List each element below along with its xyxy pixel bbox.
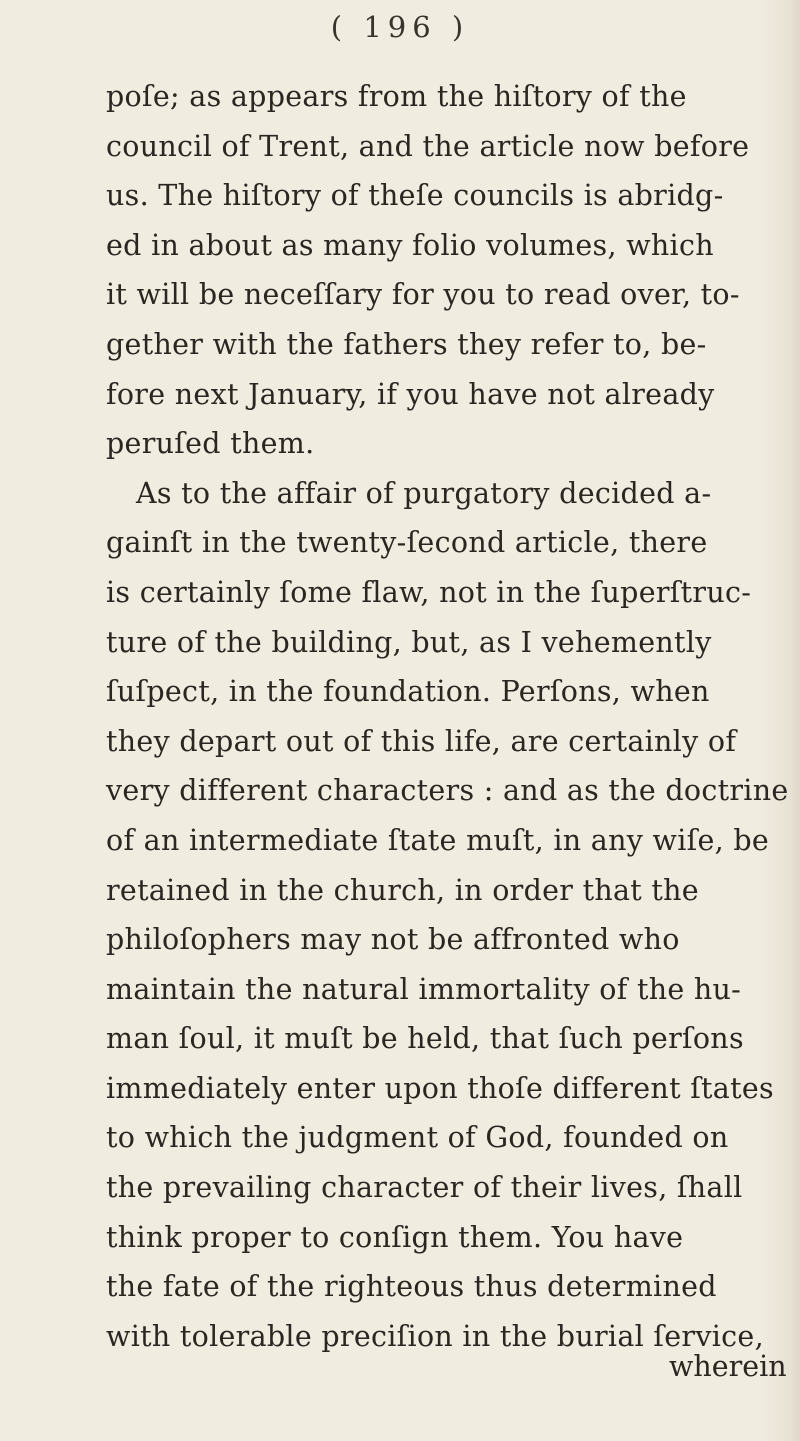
text-line: man ſoul, it muſt be held, that ſuch perſons	[106, 1022, 744, 1056]
text-line: ed in about as many folio volumes, which	[106, 228, 714, 262]
page-number: ( 196 )	[330, 10, 470, 44]
paragraph-start-line: As to the affair of purgatory decided a-	[136, 476, 712, 510]
text-line: ture of the building, but, as I vehemently	[106, 625, 712, 659]
text-line: of an intermediate ſtate muſt, in any wiſe, be	[106, 823, 770, 857]
text-line: retained in the church, in order that the	[106, 873, 699, 907]
text-line: us. The hiſtory of theſe councils is abridg-	[106, 179, 724, 213]
text-line: council of Trent, and the article now before	[106, 129, 750, 163]
text-line: the fate of the righteous thus determined	[106, 1270, 717, 1304]
text-line: poſe; as appears from the hiſtory of the	[106, 80, 687, 113]
text-line: it will be neceſſary for you to read over, to-	[106, 278, 740, 312]
text-line: fore next January, if you have not already	[106, 377, 715, 411]
text-line: to which the judgment of God, founded on	[106, 1121, 729, 1155]
text-line: very different characters : and as the doctrine	[106, 774, 789, 808]
text-line: think proper to conſign them. You have	[106, 1220, 684, 1254]
body-text	[106, 72, 800, 1361]
text-line: immediately enter upon thoſe different ſtates	[106, 1071, 774, 1105]
text-line: gainſt in the twenty-ſecond article, there	[106, 526, 708, 560]
text-line: gether with the fathers they refer to, be-	[106, 327, 707, 361]
text-line: peruſed them.	[106, 427, 315, 461]
text-line: ſuſpect, in the foundation. Perſons, when	[106, 675, 710, 709]
text-line: with tolerable preciſion in the burial ſervice,	[106, 1319, 764, 1353]
catchword: wherein	[669, 1350, 787, 1383]
text-line: the prevailing character of their lives, ſhall	[106, 1171, 743, 1205]
text-line: philoſophers may not be affronted who	[106, 923, 680, 957]
text-line: maintain the natural immortality of the hu-	[106, 972, 742, 1006]
text-line: they depart out of this life, are certainly of	[106, 724, 737, 758]
text-line: is certainly ſome flaw, not in the ſuperſtruc-	[106, 575, 752, 609]
